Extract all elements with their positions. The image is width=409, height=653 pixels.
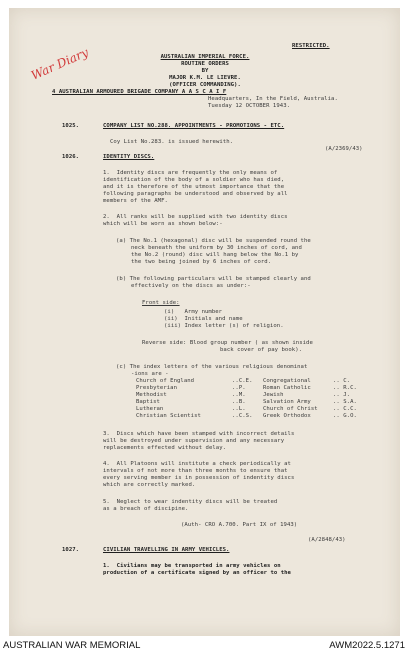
header-line-4: MAJOR K.M. LE LIEVRE. [169,75,241,81]
header-line-5: (OFFICER COMMANDING). [169,82,241,88]
restricted-marking: RESTRICTED. [292,43,330,49]
body-line: following paragraphs be understood and observed by all [103,191,288,197]
body-line: 3. Discs which have been stamped with incorrect details [103,431,295,437]
body-line: 1. Civilians may be transported in army vehicles on [103,563,281,569]
religion-name: Church of Christ [263,406,318,412]
body-line: the No.2 (round) disc will hang below the No.1 by [131,252,299,258]
item-number: 1025. [62,123,80,129]
header-line-6: 4 AUSTRALIAN ARMOURED BRIGADE COMPANY A A S C A I F [52,89,227,95]
body-line: as a breach of discipine. [103,506,189,512]
body-line: the two being joined by 6 inches of cord. [131,259,272,265]
body-line: (ii) Initials and name [164,316,243,322]
header-line-1: AUSTRALIAN IMPERIAL FORCE. [160,54,250,60]
religion-code: ..L. [232,406,246,412]
body-line: back cover of pay book). [220,347,303,353]
body-line: members of the AMF. [103,198,168,204]
footer-source: AUSTRALIAN WAR MEMORIAL [3,640,141,651]
item-number: 1026. [62,154,80,160]
body-line: intervals of not more than three months to ensure that [103,468,288,474]
item-title: IDENTITY DISCS. [103,154,155,160]
religion-code: .. C.C. [333,406,357,412]
item-reference: (A/2369/43) [325,146,363,152]
header-line-2: ROUTINE ORDERS [181,61,229,67]
religion-code: .. S.A. [333,399,357,405]
item-title: CIVILIAN TRAVELLING IN ARMY VEHICLES. [103,547,230,553]
religion-name: Church of England [136,378,195,384]
body-line: replacements effected without delay. [103,445,227,451]
religion-code: .. C. [333,378,351,384]
reverse-side-line: Reverse side: Blood group number ( as shown inside [142,340,313,346]
front-side-heading: Front side: [142,300,180,306]
religion-code: .. G.O. [333,413,357,419]
body-line: 1. Identity discs are frequently the only means of [103,170,278,176]
footer-bar [0,638,409,653]
religion-code: .. R.C. [333,385,357,391]
footer-accession-number: AWM2022.5.1271 [329,640,405,651]
item-title: COMPANY LIST NO.288. APPOINTMENTS - PROMOTIONS - ETC. [103,123,285,129]
body-line: 4. All Platoons will institute a check periodically at [103,461,291,467]
body-line: (iii) Index letter (s) of religion. [164,323,284,329]
header-line-8: Tuesday 12 OCTOBER 1943. [208,103,291,109]
body-line: -ions are - [131,371,169,377]
body-line: which will be worn as shown below:- [103,221,223,227]
header-line-7: Headquarters, In the Field, Australia. [208,96,338,102]
body-line: (a) The No.1 (hexagonal) disc will be suspended round the [116,238,311,244]
religion-name: Christian Scientist [136,413,201,419]
religion-name: Salvation Army [263,399,311,405]
header-line-3: BY [201,68,209,74]
body-line: and it is therefore of the utmost importance that the [103,184,285,190]
religion-code: ..P. [232,385,246,391]
body-line: neck beneath the uniform by 30 inches of cord, and [131,245,302,251]
religion-code: ..M. [232,392,246,398]
body-line: 2. All ranks will be supplied with two identity discs [103,214,288,220]
item-number: 1027. [62,547,80,553]
religion-name: Congregational [263,378,311,384]
religion-name: Lutheran [136,406,164,412]
body-line: will be destroyed under supervision and any necessary [103,438,285,444]
item-reference: (A/2848/43) [308,537,346,543]
body-line: identification of the body of a soldier who has died, [103,177,285,183]
religion-code: ..B. [232,399,246,405]
religion-name: Presbyterian [136,385,178,391]
body-line: (c) The index letters of the various religious denominat [116,364,308,370]
body-line: effectively on the discs as under:- [131,283,251,289]
religion-name: Jewish [263,392,284,398]
handwritten-annotation: War Diary [29,45,91,83]
body-line: which are correctly marked. [103,482,196,488]
item-text: Coy List No.283. is issued herewith. [110,139,234,145]
religion-code: ..C.E. [232,378,253,384]
religion-name: Baptist [136,399,160,405]
body-line: (b) The following particulars will be stamped clearly and [116,276,311,282]
body-line: every serving member is in possession of indentity discs [103,475,295,481]
religion-code: ..C.S. [232,413,253,419]
religion-code: .. J. [333,392,351,398]
religion-name: Roman Catholic [263,385,311,391]
body-line: (i) Army number [164,309,223,315]
religion-name: Greek Orthodox [263,413,311,419]
body-line: production of a certificate signed by an officer to the [103,570,291,576]
authority-line: (Auth- CRO A.700. Part IX of 1943) [181,522,298,528]
body-line: 5. Neglect to wear indentity discs will be treated [103,499,278,505]
religion-name: Methodist [136,392,167,398]
